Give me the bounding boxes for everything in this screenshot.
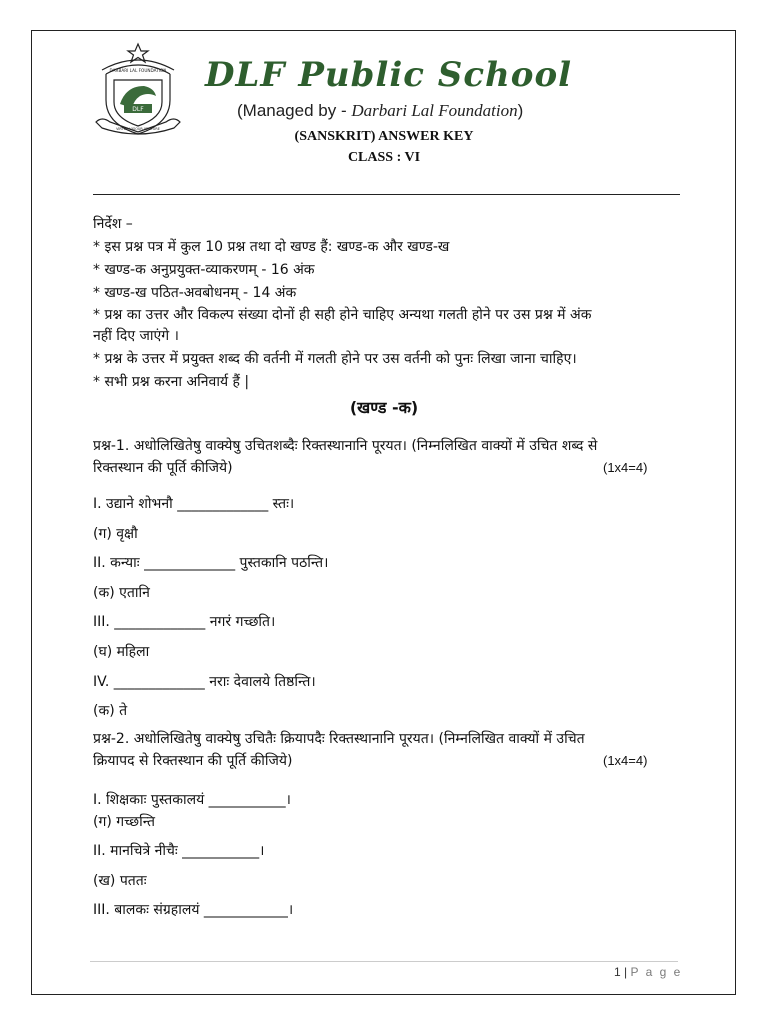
page-word: P a g e	[630, 965, 683, 979]
instruction-line: * खण्ड-ख पठित-अवबोधनम् - 14 अंक	[93, 285, 297, 301]
footer-divider	[90, 961, 678, 962]
q1-item-question: I. उद्याने शोभनौ _____________ स्तः।	[93, 496, 295, 512]
q1-item-answer: (ग) वृक्षौ	[93, 526, 138, 542]
page-separator: |	[624, 965, 628, 979]
school-name: DLF Public School	[205, 55, 573, 95]
instruction-line: नहीं दिए जाएंगे ।	[93, 328, 179, 344]
q1-line1: प्रश्न-1. अधोलिखितेषु वाक्येषु उचितशब्दैः रिक्तस्थानानि पूरयत। (निम्नलिखित वाक्यों में उचित शब्द से	[93, 438, 598, 454]
q1-item-answer: (क) एतानि	[93, 585, 150, 601]
instruction-line: * प्रश्न का उत्तर और विकल्प संख्या दोनों ही सही होने चाहिए अन्यथा गलती होने पर उस प्रश्न में अंक	[93, 307, 592, 323]
logo-motto: VIRTUE VIGOUR VENTURE	[116, 127, 160, 131]
instruction-line: * इस प्रश्न पत्र में कुल 10 प्रश्न तथा दो खण्ड हैं: खण्ड-क और खण्ड-ख	[93, 239, 450, 255]
q1-item-question: IV. _____________ नराः देवालये तिष्ठन्ति।	[93, 674, 316, 690]
instruction-line: * सभी प्रश्न करना अनिवार्य हैं |	[93, 374, 250, 390]
q2-item-answer: (ग) गच्छन्ति	[93, 814, 156, 830]
q2-item-answer: (ख) पततः	[93, 873, 147, 889]
q1-item-question: III. _____________ नगरं गच्छति।	[93, 614, 276, 630]
page-footer	[614, 965, 682, 979]
logo-center-text: DLF	[132, 106, 144, 113]
q1-marks: (1x4=4)	[603, 460, 648, 475]
class-line: CLASS : VI	[347, 150, 421, 165]
managed-suffix: )	[517, 101, 524, 120]
q2-item-question: II. मानचित्रे नीचैः ___________।	[93, 843, 265, 859]
page-number: 1	[614, 965, 621, 979]
q1-item-question: II. कन्याः _____________ पुस्तकानि पठन्ति।	[93, 555, 329, 571]
header-divider	[93, 194, 680, 195]
q2-line1: प्रश्न-2. अधोलिखितेषु वाक्येषु उचितैः क्रियापदैः रिक्तस्थानानि पूरयत। (निम्नलिखित वाक्यों में उचित	[93, 731, 585, 747]
managed-org: Darbari Lal Foundation	[351, 101, 518, 120]
q1-line2: रिक्तस्थान की पूर्ति कीजिये)	[93, 460, 233, 476]
q2-item-question: III. बालकः संग्रहालयं ____________।	[93, 902, 294, 918]
managed-by	[237, 101, 523, 121]
instructions-heading: निर्देश –	[93, 216, 133, 232]
managed-prefix: (Managed by -	[237, 101, 352, 120]
school-logo	[92, 42, 184, 138]
q2-line2: क्रियापद से रिक्तस्थान की पूर्ति कीजिये)	[93, 753, 293, 769]
logo-top-text: DARBARI LAL FOUNDATION	[109, 68, 167, 73]
instruction-line: * खण्ड-क अनुप्रयुक्त-व्याकरणम् - 16 अंक	[93, 262, 315, 278]
q2-item-question: I. शिक्षकाः पुस्तकालयं ___________।	[93, 792, 291, 808]
q2-marks: (1x4=4)	[603, 753, 648, 768]
section-title: (खण्ड -क)	[349, 398, 419, 417]
q1-item-answer: (घ) महिला	[93, 644, 150, 660]
instruction-line: * प्रश्न के उत्तर में प्रयुक्त शब्द की वर्तनी में गलती होने पर उस वर्तनी को पुनः लिखा जाना चाहिए।	[93, 351, 577, 367]
answer-key-title: (SANSKRIT) ANSWER KEY	[294, 129, 474, 144]
q1-item-answer: (क) ते	[93, 703, 128, 719]
